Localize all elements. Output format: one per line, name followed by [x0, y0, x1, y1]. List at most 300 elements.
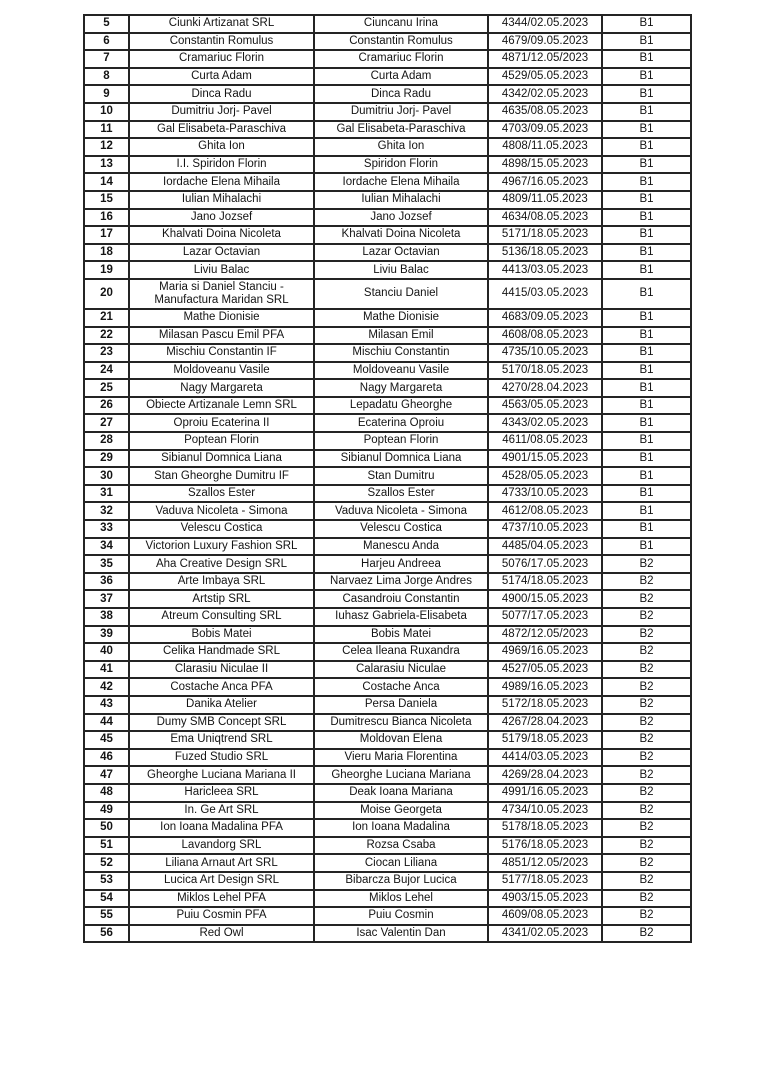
- person-cell: Ghita Ion: [314, 138, 488, 156]
- company-cell: Jano Jozsef: [129, 209, 314, 227]
- code-cell: B1: [602, 50, 691, 68]
- code-cell: B1: [602, 121, 691, 139]
- company-cell: Arte Imbaya SRL: [129, 573, 314, 591]
- code-cell: B2: [602, 802, 691, 820]
- table-row: [84, 279, 691, 309]
- registration-cell: 4563/05.05.2023: [488, 397, 602, 415]
- company-cell: Gheorghe Luciana Mariana II: [129, 766, 314, 784]
- registration-cell: 4527/05.05.2023: [488, 661, 602, 679]
- person-cell: Mathe Dionisie: [314, 309, 488, 327]
- company-cell: I.I. Spiridon Florin: [129, 156, 314, 174]
- registration-cell: 4808/11.05.2023: [488, 138, 602, 156]
- table-row: [84, 714, 691, 732]
- company-cell: Milasan Pascu Emil PFA: [129, 327, 314, 345]
- registration-cell: 4872/12.05/2023: [488, 626, 602, 644]
- person-cell: Iordache Elena Mihaila: [314, 173, 488, 191]
- table-row: [84, 191, 691, 209]
- code-cell: B2: [602, 555, 691, 573]
- person-cell: Milasan Emil: [314, 327, 488, 345]
- code-cell: B1: [602, 244, 691, 262]
- row-number-cell: 48: [84, 784, 129, 802]
- code-cell: B1: [602, 502, 691, 520]
- row-number-cell: 27: [84, 414, 129, 432]
- table-row: [84, 590, 691, 608]
- code-cell: B2: [602, 819, 691, 837]
- table-row: [84, 608, 691, 626]
- person-cell: Lazar Octavian: [314, 244, 488, 262]
- person-cell: Sibianul Domnica Liana: [314, 450, 488, 468]
- code-cell: B1: [602, 397, 691, 415]
- company-cell: In. Ge Art SRL: [129, 802, 314, 820]
- code-cell: B1: [602, 103, 691, 121]
- registration-cell: 4413/03.05.2023: [488, 261, 602, 279]
- company-cell: Stan Gheorghe Dumitru IF: [129, 467, 314, 485]
- row-number-cell: 47: [84, 766, 129, 784]
- table-row: [84, 907, 691, 925]
- company-cell: Danika Atelier: [129, 696, 314, 714]
- code-cell: B1: [602, 68, 691, 86]
- company-cell: Dumitriu Jorj- Pavel: [129, 103, 314, 121]
- code-cell: B1: [602, 15, 691, 33]
- row-number-cell: 14: [84, 173, 129, 191]
- person-cell: Celea Ileana Ruxandra: [314, 643, 488, 661]
- person-cell: Vaduva Nicoleta - Simona: [314, 502, 488, 520]
- table-row: [84, 837, 691, 855]
- person-cell: Puiu Cosmin: [314, 907, 488, 925]
- person-cell: Jano Jozsef: [314, 209, 488, 227]
- company-cell: Atreum Consulting SRL: [129, 608, 314, 626]
- registration-cell: 4609/08.05.2023: [488, 907, 602, 925]
- code-cell: B1: [602, 156, 691, 174]
- code-cell: B1: [602, 173, 691, 191]
- table-row: [84, 696, 691, 714]
- code-cell: B2: [602, 837, 691, 855]
- table-row: [84, 872, 691, 890]
- table-row: [84, 309, 691, 327]
- row-number-cell: 22: [84, 327, 129, 345]
- code-cell: B2: [602, 678, 691, 696]
- person-cell: Iulian Mihalachi: [314, 191, 488, 209]
- row-number-cell: 53: [84, 872, 129, 890]
- code-cell: B1: [602, 33, 691, 51]
- company-cell: Liviu Balac: [129, 261, 314, 279]
- code-cell: B2: [602, 626, 691, 644]
- code-cell: B1: [602, 191, 691, 209]
- row-number-cell: 5: [84, 15, 129, 33]
- table-row: [84, 362, 691, 380]
- table-row: [84, 226, 691, 244]
- company-cell: Obiecte Artizanale Lemn SRL: [129, 397, 314, 415]
- person-cell: Dinca Radu: [314, 85, 488, 103]
- person-cell: Mischiu Constantin: [314, 344, 488, 362]
- table-row: [84, 138, 691, 156]
- code-cell: B2: [602, 696, 691, 714]
- company-cell: Moldoveanu Vasile: [129, 362, 314, 380]
- table-row: [84, 261, 691, 279]
- row-number-cell: 36: [84, 573, 129, 591]
- person-cell: Stan Dumitru: [314, 467, 488, 485]
- company-cell: Dumy SMB Concept SRL: [129, 714, 314, 732]
- registration-cell: 4900/15.05.2023: [488, 590, 602, 608]
- person-cell: Curta Adam: [314, 68, 488, 86]
- person-cell: Bibarcza Bujor Lucica: [314, 872, 488, 890]
- table-row: [84, 766, 691, 784]
- row-number-cell: 15: [84, 191, 129, 209]
- registration-cell: 5177/18.05.2023: [488, 872, 602, 890]
- row-number-cell: 28: [84, 432, 129, 450]
- code-cell: B2: [602, 590, 691, 608]
- code-cell: B2: [602, 854, 691, 872]
- code-cell: B2: [602, 749, 691, 767]
- registration-cell: 5178/18.05.2023: [488, 819, 602, 837]
- table-row: [84, 784, 691, 802]
- row-number-cell: 25: [84, 379, 129, 397]
- registration-cell: 4969/16.05.2023: [488, 643, 602, 661]
- person-cell: Harjeu Andreea: [314, 555, 488, 573]
- code-cell: B2: [602, 907, 691, 925]
- code-cell: B1: [602, 485, 691, 503]
- registration-cell: 5174/18.05.2023: [488, 573, 602, 591]
- company-cell: Lucica Art Design SRL: [129, 872, 314, 890]
- person-cell: Ciuncanu Irina: [314, 15, 488, 33]
- company-cell: Oproiu Ecaterina II: [129, 414, 314, 432]
- table-row: [84, 397, 691, 415]
- registration-cell: 5170/18.05.2023: [488, 362, 602, 380]
- code-cell: B1: [602, 85, 691, 103]
- row-number-cell: 19: [84, 261, 129, 279]
- company-cell: Ema Uniqtrend SRL: [129, 731, 314, 749]
- person-cell: Stanciu Daniel: [314, 279, 488, 309]
- code-cell: B1: [602, 309, 691, 327]
- registration-cell: 4903/15.05.2023: [488, 890, 602, 908]
- registration-cell: 4733/10.05.2023: [488, 485, 602, 503]
- table-row: [84, 173, 691, 191]
- person-cell: Constantin Romulus: [314, 33, 488, 51]
- row-number-cell: 10: [84, 103, 129, 121]
- registration-cell: 4269/28.04.2023: [488, 766, 602, 784]
- company-cell: Haricleea SRL: [129, 784, 314, 802]
- row-number-cell: 34: [84, 538, 129, 556]
- code-cell: B1: [602, 362, 691, 380]
- registration-cell: 4612/08.05.2023: [488, 502, 602, 520]
- company-cell: Victorion Luxury Fashion SRL: [129, 538, 314, 556]
- registration-cell: 4683/09.05.2023: [488, 309, 602, 327]
- code-cell: B2: [602, 573, 691, 591]
- code-cell: B1: [602, 226, 691, 244]
- company-cell: Fuzed Studio SRL: [129, 749, 314, 767]
- registration-cell: 4634/08.05.2023: [488, 209, 602, 227]
- company-cell: Vaduva Nicoleta - Simona: [129, 502, 314, 520]
- registration-cell: 5136/18.05.2023: [488, 244, 602, 262]
- table-row: [84, 802, 691, 820]
- row-number-cell: 18: [84, 244, 129, 262]
- person-cell: Vieru Maria Florentina: [314, 749, 488, 767]
- table-row: [84, 573, 691, 591]
- code-cell: B1: [602, 450, 691, 468]
- code-cell: B2: [602, 643, 691, 661]
- registration-cell: 5172/18.05.2023: [488, 696, 602, 714]
- company-cell: Iordache Elena Mihaila: [129, 173, 314, 191]
- company-cell: Miklos Lehel PFA: [129, 890, 314, 908]
- registration-cell: 4898/15.05.2023: [488, 156, 602, 174]
- person-cell: Moise Georgeta: [314, 802, 488, 820]
- registration-cell: 4871/12.05/2023: [488, 50, 602, 68]
- table-row: [84, 344, 691, 362]
- registration-cell: 4703/09.05.2023: [488, 121, 602, 139]
- person-cell: Cramariuc Florin: [314, 50, 488, 68]
- table-row: [84, 502, 691, 520]
- registration-cell: 4734/10.05.2023: [488, 802, 602, 820]
- row-number-cell: 54: [84, 890, 129, 908]
- code-cell: B2: [602, 731, 691, 749]
- row-number-cell: 23: [84, 344, 129, 362]
- table-row: [84, 520, 691, 538]
- person-cell: Ecaterina Oproiu: [314, 414, 488, 432]
- code-cell: B2: [602, 925, 691, 943]
- company-cell: Celika Handmade SRL: [129, 643, 314, 661]
- row-number-cell: 17: [84, 226, 129, 244]
- registration-cell: 4415/03.05.2023: [488, 279, 602, 309]
- person-cell: Rozsa Csaba: [314, 837, 488, 855]
- table-row: [84, 85, 691, 103]
- table-row: [84, 15, 691, 33]
- person-cell: Dumitriu Jorj- Pavel: [314, 103, 488, 121]
- code-cell: B1: [602, 520, 691, 538]
- table-row: [84, 555, 691, 573]
- row-number-cell: 39: [84, 626, 129, 644]
- registration-cell: 4528/05.05.2023: [488, 467, 602, 485]
- row-number-cell: 21: [84, 309, 129, 327]
- table-row: [84, 485, 691, 503]
- company-cell: Dinca Radu: [129, 85, 314, 103]
- row-number-cell: 30: [84, 467, 129, 485]
- company-cell: Lavandorg SRL: [129, 837, 314, 855]
- registration-cell: 4529/05.05.2023: [488, 68, 602, 86]
- row-number-cell: 35: [84, 555, 129, 573]
- company-cell: Maria si Daniel Stanciu - Manufactura Maridan SRL: [129, 279, 314, 309]
- row-number-cell: 46: [84, 749, 129, 767]
- person-cell: Moldovan Elena: [314, 731, 488, 749]
- table-row: [84, 50, 691, 68]
- registration-cell: 5171/18.05.2023: [488, 226, 602, 244]
- row-number-cell: 42: [84, 678, 129, 696]
- table-row: [84, 925, 691, 943]
- registry-table-body: [84, 15, 691, 942]
- registration-cell: 4679/09.05.2023: [488, 33, 602, 51]
- row-number-cell: 12: [84, 138, 129, 156]
- company-cell: Mischiu Constantin IF: [129, 344, 314, 362]
- person-cell: Dumitrescu Bianca Nicoleta: [314, 714, 488, 732]
- person-cell: Manescu Anda: [314, 538, 488, 556]
- person-cell: Lepadatu Gheorghe: [314, 397, 488, 415]
- registration-cell: 4851/12.05/2023: [488, 854, 602, 872]
- company-cell: Ghita Ion: [129, 138, 314, 156]
- person-cell: Calarasiu Niculae: [314, 661, 488, 679]
- table-row: [84, 33, 691, 51]
- code-cell: B2: [602, 661, 691, 679]
- person-cell: Poptean Florin: [314, 432, 488, 450]
- person-cell: Spiridon Florin: [314, 156, 488, 174]
- company-cell: Constantin Romulus: [129, 33, 314, 51]
- company-cell: Sibianul Domnica Liana: [129, 450, 314, 468]
- person-cell: Liviu Balac: [314, 261, 488, 279]
- company-cell: Bobis Matei: [129, 626, 314, 644]
- table-row: [84, 450, 691, 468]
- row-number-cell: 33: [84, 520, 129, 538]
- company-cell: Ciunki Artizanat SRL: [129, 15, 314, 33]
- person-cell: Bobis Matei: [314, 626, 488, 644]
- row-number-cell: 20: [84, 279, 129, 309]
- registration-cell: 4485/04.05.2023: [488, 538, 602, 556]
- table-row: [84, 749, 691, 767]
- code-cell: B1: [602, 414, 691, 432]
- row-number-cell: 24: [84, 362, 129, 380]
- code-cell: B1: [602, 379, 691, 397]
- row-number-cell: 8: [84, 68, 129, 86]
- row-number-cell: 45: [84, 731, 129, 749]
- code-cell: B2: [602, 890, 691, 908]
- row-number-cell: 40: [84, 643, 129, 661]
- code-cell: B1: [602, 138, 691, 156]
- code-cell: B2: [602, 784, 691, 802]
- table-row: [84, 890, 691, 908]
- person-cell: Velescu Costica: [314, 520, 488, 538]
- company-cell: Artstip SRL: [129, 590, 314, 608]
- row-number-cell: 32: [84, 502, 129, 520]
- registration-cell: 4991/16.05.2023: [488, 784, 602, 802]
- table-row: [84, 819, 691, 837]
- person-cell: Gheorghe Luciana Mariana: [314, 766, 488, 784]
- person-cell: Ion Ioana Madalina: [314, 819, 488, 837]
- code-cell: B2: [602, 766, 691, 784]
- table-row: [84, 643, 691, 661]
- company-cell: Iulian Mihalachi: [129, 191, 314, 209]
- registration-cell: 5077/17.05.2023: [488, 608, 602, 626]
- table-row: [84, 244, 691, 262]
- table-row: [84, 68, 691, 86]
- code-cell: B1: [602, 344, 691, 362]
- person-cell: Isac Valentin Dan: [314, 925, 488, 943]
- table-row: [84, 538, 691, 556]
- person-cell: Deak Ioana Mariana: [314, 784, 488, 802]
- row-number-cell: 56: [84, 925, 129, 943]
- registration-cell: 4809/11.05.2023: [488, 191, 602, 209]
- registry-table: [83, 14, 692, 943]
- row-number-cell: 37: [84, 590, 129, 608]
- registration-cell: 4267/28.04.2023: [488, 714, 602, 732]
- table-row: [84, 626, 691, 644]
- registration-cell: 4901/15.05.2023: [488, 450, 602, 468]
- person-cell: Moldoveanu Vasile: [314, 362, 488, 380]
- company-cell: Mathe Dionisie: [129, 309, 314, 327]
- person-cell: Gal Elisabeta-Paraschiva: [314, 121, 488, 139]
- registration-cell: 4611/08.05.2023: [488, 432, 602, 450]
- table-row: [84, 432, 691, 450]
- registration-cell: 4737/10.05.2023: [488, 520, 602, 538]
- row-number-cell: 41: [84, 661, 129, 679]
- code-cell: B2: [602, 608, 691, 626]
- registration-cell: 4341/02.05.2023: [488, 925, 602, 943]
- registration-cell: 4635/08.05.2023: [488, 103, 602, 121]
- company-cell: Lazar Octavian: [129, 244, 314, 262]
- code-cell: B1: [602, 432, 691, 450]
- registration-cell: 4414/03.05.2023: [488, 749, 602, 767]
- person-cell: Casandroiu Constantin: [314, 590, 488, 608]
- company-cell: Velescu Costica: [129, 520, 314, 538]
- person-cell: Nagy Margareta: [314, 379, 488, 397]
- code-cell: B2: [602, 714, 691, 732]
- company-cell: Red Owl: [129, 925, 314, 943]
- registration-cell: 5179/18.05.2023: [488, 731, 602, 749]
- registration-cell: 4343/02.05.2023: [488, 414, 602, 432]
- registration-cell: 5176/18.05.2023: [488, 837, 602, 855]
- company-cell: Poptean Florin: [129, 432, 314, 450]
- row-number-cell: 43: [84, 696, 129, 714]
- code-cell: B1: [602, 261, 691, 279]
- row-number-cell: 38: [84, 608, 129, 626]
- table-row: [84, 103, 691, 121]
- table-row: [84, 414, 691, 432]
- person-cell: Persa Daniela: [314, 696, 488, 714]
- registration-cell: 4344/02.05.2023: [488, 15, 602, 33]
- company-cell: Gal Elisabeta-Paraschiva: [129, 121, 314, 139]
- code-cell: B1: [602, 467, 691, 485]
- registration-cell: 5076/17.05.2023: [488, 555, 602, 573]
- company-cell: Curta Adam: [129, 68, 314, 86]
- person-cell: Szallos Ester: [314, 485, 488, 503]
- table-row: [84, 661, 691, 679]
- table-row: [84, 467, 691, 485]
- company-cell: Cramariuc Florin: [129, 50, 314, 68]
- row-number-cell: 52: [84, 854, 129, 872]
- code-cell: B1: [602, 209, 691, 227]
- person-cell: Costache Anca: [314, 678, 488, 696]
- row-number-cell: 13: [84, 156, 129, 174]
- company-cell: Szallos Ester: [129, 485, 314, 503]
- company-cell: Clarasiu Niculae II: [129, 661, 314, 679]
- registration-cell: 4342/02.05.2023: [488, 85, 602, 103]
- code-cell: B1: [602, 538, 691, 556]
- code-cell: B2: [602, 872, 691, 890]
- company-cell: Puiu Cosmin PFA: [129, 907, 314, 925]
- row-number-cell: 9: [84, 85, 129, 103]
- row-number-cell: 50: [84, 819, 129, 837]
- table-row: [84, 156, 691, 174]
- table-row: [84, 731, 691, 749]
- company-cell: Khalvati Doina Nicoleta: [129, 226, 314, 244]
- row-number-cell: 31: [84, 485, 129, 503]
- registration-cell: 4270/28.04.2023: [488, 379, 602, 397]
- table-row: [84, 209, 691, 227]
- person-cell: Narvaez Lima Jorge Andres: [314, 573, 488, 591]
- registration-cell: 4608/08.05.2023: [488, 327, 602, 345]
- row-number-cell: 51: [84, 837, 129, 855]
- registration-cell: 4967/16.05.2023: [488, 173, 602, 191]
- company-cell: Aha Creative Design SRL: [129, 555, 314, 573]
- table-row: [84, 327, 691, 345]
- row-number-cell: 26: [84, 397, 129, 415]
- table-row: [84, 121, 691, 139]
- row-number-cell: 11: [84, 121, 129, 139]
- person-cell: Iuhasz Gabriela-Elisabeta: [314, 608, 488, 626]
- company-cell: Costache Anca PFA: [129, 678, 314, 696]
- company-cell: Nagy Margareta: [129, 379, 314, 397]
- row-number-cell: 16: [84, 209, 129, 227]
- row-number-cell: 7: [84, 50, 129, 68]
- table-row: [84, 379, 691, 397]
- table-row: [84, 854, 691, 872]
- registration-cell: 4989/16.05.2023: [488, 678, 602, 696]
